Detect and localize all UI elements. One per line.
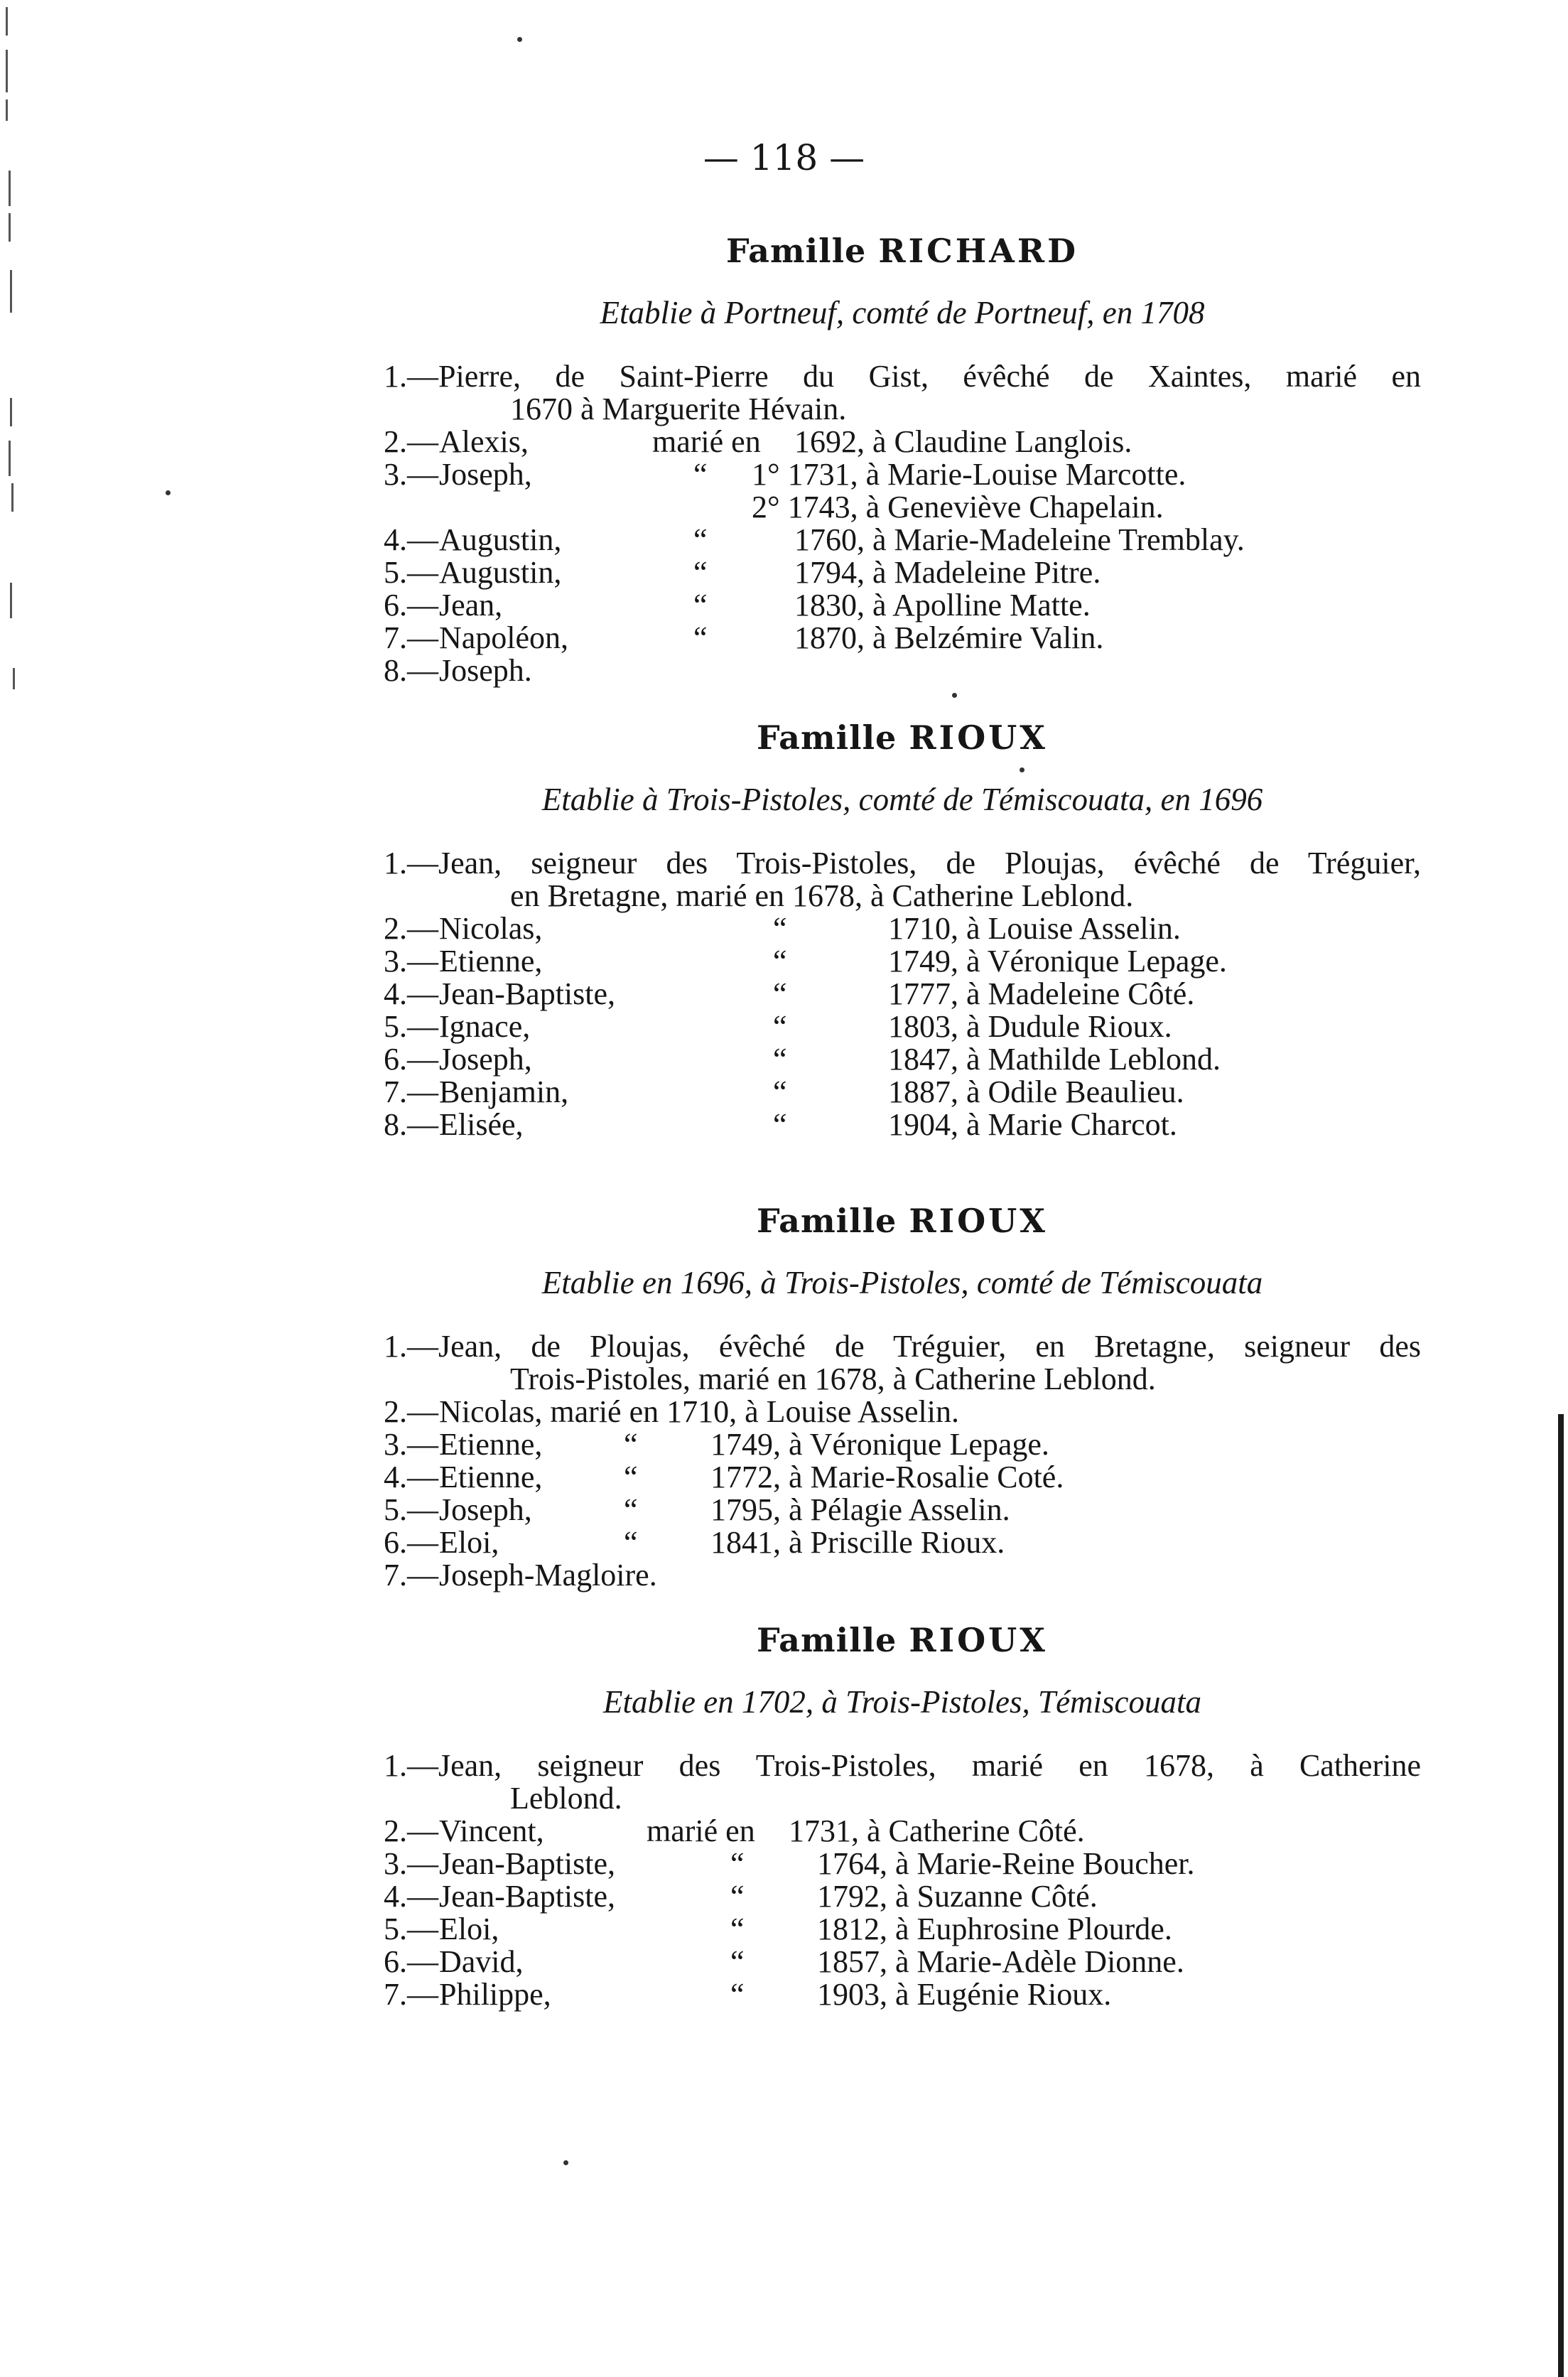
entry-mark: “ <box>773 911 787 946</box>
entry-number: 6.— <box>384 1525 438 1560</box>
entry-number: 5.— <box>384 1912 438 1946</box>
entry-text: 1803, à Dudule Rioux. <box>888 1009 1172 1044</box>
entry-number: 7.— <box>384 1558 438 1592</box>
family-title <box>384 1620 1421 1660</box>
entry-number: 4.— <box>384 1460 438 1494</box>
family-title-word: Famille <box>757 1202 897 1240</box>
family-richard-section <box>384 231 1421 687</box>
entry-number: 5.— <box>384 1492 438 1527</box>
entry-name: Benjamin, <box>439 1074 569 1109</box>
family-title-word: Famille <box>726 232 867 270</box>
entry-number: 3.— <box>384 457 438 492</box>
entry-number: 4.— <box>384 1879 438 1914</box>
entry-8 <box>384 654 1421 687</box>
entry-mark: “ <box>773 1107 787 1142</box>
entry-6 <box>384 1043 1421 1076</box>
entry-number: 1.— <box>384 1329 438 1364</box>
scan-dot <box>563 2160 568 2165</box>
entry-text: 1772, à Marie-Rosalie Coté. <box>710 1460 1064 1494</box>
family-rioux-3-section <box>384 1620 1421 2011</box>
entry-text: 1692, à Claudine Langlois. <box>794 424 1132 459</box>
entry-5 <box>384 1494 1421 1526</box>
entry-text: 1760, à Marie-Madeleine Tremblay. <box>794 522 1245 557</box>
entry-name: Joseph, <box>439 1042 532 1077</box>
entry-mark: “ <box>624 1492 638 1527</box>
entry-number: 3.— <box>384 1846 438 1881</box>
entry-2 <box>384 912 1421 945</box>
entry-mark: “ <box>773 976 787 1011</box>
entry-name: Jean, seigneur des Trois-Pistoles, de Ploujas, évêché de Tréguier, <box>438 846 1421 880</box>
entry-6 <box>384 1946 1421 1978</box>
entry-number: 7.— <box>384 620 438 655</box>
entry-number: 4.— <box>384 522 438 557</box>
entry-3 <box>384 458 1421 491</box>
entry-mark <box>693 491 752 524</box>
entry-1 <box>384 1330 1421 1396</box>
entry-text: 1749, à Véronique Lepage. <box>710 1427 1049 1462</box>
entry-4 <box>384 1880 1421 1913</box>
family-entries <box>384 1750 1421 2011</box>
entry-number: 8.— <box>384 653 438 688</box>
entry-text: 1710, à Louise Asselin. <box>888 911 1181 946</box>
entry-1 <box>384 1750 1421 1815</box>
entry-name: Nicolas, marié en 1710, à Louise Asselin. <box>439 1394 959 1429</box>
scan-dot <box>952 693 957 698</box>
entry-8 <box>384 1109 1421 1141</box>
entry-text: 1904, à Marie Charcot. <box>888 1107 1177 1142</box>
entry-name: Jean-Baptiste, <box>439 1846 616 1881</box>
entry-name: Jean, seigneur des Trois-Pistoles, marié en 1678, à Catherine <box>438 1748 1421 1783</box>
entry-mark: “ <box>693 457 708 492</box>
entry-mark: marié en <box>652 424 761 459</box>
entry-text: 1749, à Véronique Lepage. <box>888 944 1227 979</box>
entry-name: Alexis, <box>439 424 529 459</box>
entry-7 <box>384 622 1421 654</box>
scan-dot <box>166 490 171 495</box>
entry-mark: “ <box>693 620 708 655</box>
entry-mark: marié en <box>647 1813 755 1848</box>
entry-text: 1764, à Marie-Reine Boucher. <box>817 1846 1195 1881</box>
entry-name: Joseph-Magloire. <box>439 1558 657 1592</box>
entry-mark: “ <box>730 1944 745 1979</box>
entry-text: 1847, à Mathilde Leblond. <box>888 1042 1221 1077</box>
entry-number: 3.— <box>384 1427 438 1462</box>
entry-name: Augustin, <box>439 522 562 557</box>
entry-number: 2.— <box>384 1813 438 1848</box>
entry-number: 2.— <box>384 424 438 459</box>
entry-name: Jean, <box>439 588 503 622</box>
family-title-name: RIOUX <box>909 1621 1048 1659</box>
entry-text: 1731, à Catherine Côté. <box>789 1813 1085 1848</box>
entry-text: 1777, à Madeleine Côté. <box>888 976 1195 1011</box>
entry-name: Jean-Baptiste, <box>439 1879 616 1914</box>
entry-2 <box>384 1815 1421 1848</box>
entry-name: Jean, de Ploujas, évêché de Tréguier, en Bretagne, seigneur des <box>438 1329 1421 1364</box>
entry-name: Etienne, <box>439 1427 543 1462</box>
entry-number: 3.— <box>384 944 438 979</box>
entry-number: 1.— <box>384 359 438 394</box>
scan-left-specks <box>6 0 55 711</box>
entry-6 <box>384 589 1421 622</box>
entry-mark: “ <box>624 1525 638 1560</box>
entry-number: 7.— <box>384 1074 438 1109</box>
entry-continuation: en Bretagne, marié en 1678, à Catherine Leblond. <box>510 878 1134 913</box>
entry-name: Joseph, <box>439 457 532 492</box>
entry-name: Philippe, <box>439 1977 551 2012</box>
entry-name: Pierre, de Saint-Pierre du Gist, évêché de Xaintes, marié en <box>438 359 1421 394</box>
entry-number: 1.— <box>384 846 438 880</box>
family-title <box>384 1201 1421 1241</box>
entry-mark: “ <box>624 1460 638 1494</box>
scan-edge-rule <box>1558 1414 1564 2377</box>
entry-number: 4.— <box>384 976 438 1011</box>
family-rioux-2-section <box>384 1201 1421 1592</box>
entry-number: 2.— <box>384 911 438 946</box>
entry-text: 1857, à Marie-Adèle Dionne. <box>817 1944 1184 1979</box>
entry-name <box>439 491 693 524</box>
entry-mark: “ <box>693 588 708 622</box>
entry-mark: “ <box>693 555 708 590</box>
family-entries <box>384 847 1421 1141</box>
entry-name: Etienne, <box>439 1460 543 1494</box>
entry-name: Joseph. <box>439 653 532 688</box>
family-title <box>384 718 1421 758</box>
entry-name: Vincent, <box>439 1813 544 1848</box>
entry-continuation: 1670 à Marguerite Hévain. <box>510 392 847 426</box>
family-subtitle: Etablie en 1696, à Trois-Pistoles, comté de Témiscouata <box>541 1265 1263 1300</box>
entry-name: Nicolas, <box>439 911 543 946</box>
entry-mark: “ <box>773 1042 787 1077</box>
entry-4 <box>384 1461 1421 1494</box>
entry-text: 1830, à Apolline Matte. <box>794 588 1091 622</box>
entry-name: Jean-Baptiste, <box>439 976 616 1011</box>
entry-text: 1870, à Belzémire Valin. <box>794 620 1104 655</box>
entry-number: 5.— <box>384 1009 438 1044</box>
entry-number: 5.— <box>384 555 438 590</box>
entry-mark: “ <box>773 1074 787 1109</box>
entry-number: 2.— <box>384 1394 438 1429</box>
family-title-word: Famille <box>757 718 897 757</box>
entry-number: 7.— <box>384 1977 438 2012</box>
family-subtitle: Etablie à Trois-Pistoles, comté de Témiscouata, en 1696 <box>541 782 1263 817</box>
scan-dot <box>1020 767 1024 772</box>
entry-number: 1.— <box>384 1748 438 1783</box>
entry-continuation: Trois-Pistoles, marié en 1678, à Catherine Leblond. <box>510 1362 1156 1396</box>
entry-7 <box>384 1978 1421 2011</box>
entry-4 <box>384 524 1421 556</box>
entry-name: Eloi, <box>439 1912 499 1946</box>
entry-3 <box>384 945 1421 978</box>
entry-number: 6.— <box>384 588 438 622</box>
family-title-word: Famille <box>757 1621 897 1659</box>
page-number: — 118 — <box>703 137 865 178</box>
family-entries <box>384 360 1421 687</box>
family-subtitle: Etablie en 1702, à Trois-Pistoles, Témiscouata <box>602 1684 1202 1720</box>
entry-name: Eloi, <box>439 1525 499 1560</box>
entry-mark: “ <box>730 1977 745 2012</box>
family-title-name: RICHARD <box>878 232 1078 270</box>
entry-number: 6.— <box>384 1042 438 1077</box>
family-title <box>384 231 1421 271</box>
entry-2 <box>384 1396 1421 1428</box>
entry-5 <box>384 556 1421 589</box>
entry-text: 1795, à Pélagie Asselin. <box>710 1492 1010 1527</box>
entry-3 <box>384 1848 1421 1880</box>
entry-text: 1841, à Priscille Rioux. <box>710 1525 1005 1560</box>
entry-name: Elisée, <box>439 1107 524 1142</box>
entry-text: 1903, à Eugénie Rioux. <box>817 1977 1112 2012</box>
entry-mark: “ <box>693 522 708 557</box>
entry-text: 1887, à Odile Beaulieu. <box>888 1074 1184 1109</box>
entry-text: 2° 1743, à Geneviève Chapelain. <box>752 490 1164 524</box>
family-title-name: RIOUX <box>909 718 1048 757</box>
entry-3 <box>384 1428 1421 1461</box>
entry-name: Augustin, <box>439 555 562 590</box>
family-subtitle: Etablie à Portneuf, comté de Portneuf, en 1708 <box>600 295 1205 330</box>
entry-5 <box>384 1010 1421 1043</box>
entry-1 <box>384 360 1421 426</box>
entry-number: 8.— <box>384 1107 438 1142</box>
entry-name: David, <box>439 1944 524 1979</box>
family-title-name: RIOUX <box>909 1202 1048 1240</box>
entry-1 <box>384 847 1421 912</box>
family-rioux-1-section <box>384 718 1421 1141</box>
entry-continuation: Leblond. <box>510 1781 622 1816</box>
entry-3b <box>384 491 1421 524</box>
entry-mark: “ <box>730 1879 745 1914</box>
entry-number <box>384 491 439 524</box>
entry-mark: “ <box>730 1912 745 1946</box>
scan-dot <box>517 37 522 42</box>
entry-2 <box>384 426 1421 458</box>
entry-4 <box>384 978 1421 1010</box>
entry-6 <box>384 1526 1421 1559</box>
entry-mark: “ <box>773 944 787 979</box>
entry-7 <box>384 1076 1421 1109</box>
entry-7 <box>384 1559 1421 1592</box>
entry-name: Ignace, <box>439 1009 531 1044</box>
entry-name: Napoléon, <box>439 620 569 655</box>
entry-mark: “ <box>730 1846 745 1881</box>
entry-mark: “ <box>624 1427 638 1462</box>
entry-text: 1812, à Euphrosine Plourde. <box>817 1912 1172 1946</box>
entry-mark: “ <box>773 1009 787 1044</box>
entry-name: Joseph, <box>439 1492 532 1527</box>
entry-text: 1792, à Suzanne Côté. <box>817 1879 1098 1914</box>
entry-number: 6.— <box>384 1944 438 1979</box>
entry-name: Etienne, <box>439 944 543 979</box>
entry-text: 1° 1731, à Marie-Louise Marcotte. <box>752 457 1186 492</box>
entry-5 <box>384 1913 1421 1946</box>
entry-text: 1794, à Madeleine Pitre. <box>794 555 1101 590</box>
family-entries <box>384 1330 1421 1592</box>
